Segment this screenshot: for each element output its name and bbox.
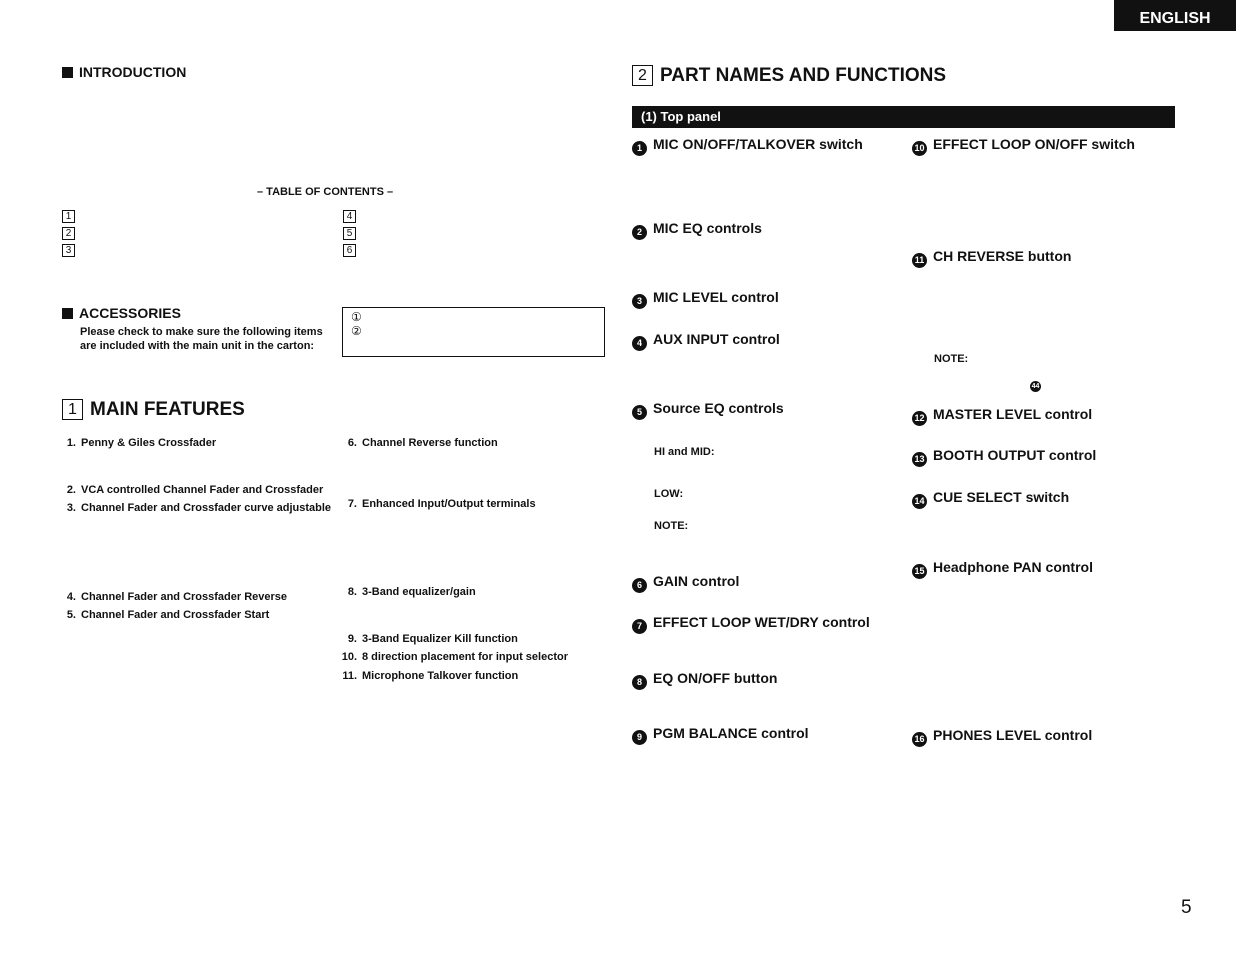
accessories-heading xyxy=(62,305,181,321)
feature-number: 4. xyxy=(66,591,76,603)
feature-text: Channel Fader and Crossfader curve adjustable xyxy=(81,502,332,514)
accessories-text-line-1: Please check to make sure the following items xyxy=(80,326,323,338)
feature-text: Enhanced Input/Output terminals xyxy=(362,498,536,510)
number-bullet-icon: 11 xyxy=(912,253,927,268)
source-eq-note-label: NOTE: xyxy=(654,520,689,532)
number-bullet-icon: 4 xyxy=(632,336,647,351)
feature-number: 5. xyxy=(66,609,76,621)
main-features-heading xyxy=(62,399,245,421)
accessory-mark-2: ② xyxy=(351,324,362,338)
part-label: Source EQ controls xyxy=(653,400,784,416)
number-bullet-icon: 2 xyxy=(632,225,647,240)
reference-bullet-icon: 44 xyxy=(1031,383,1040,390)
part-label: CH REVERSE button xyxy=(933,248,1072,264)
introduction-heading xyxy=(62,64,186,80)
toc-number-5: 5 xyxy=(343,227,356,240)
part-item xyxy=(912,406,1092,426)
square-bullet-icon xyxy=(62,67,73,78)
accessory-mark-1: ① xyxy=(351,310,362,324)
part-item xyxy=(632,614,870,634)
toc-number-4: 4 xyxy=(343,210,356,223)
feature-item xyxy=(338,498,536,510)
toc-number-3: 3 xyxy=(62,244,75,257)
part-label: MIC EQ controls xyxy=(653,220,762,236)
part-item xyxy=(632,573,739,593)
feature-item xyxy=(338,586,476,598)
source-eq-low-label: LOW: xyxy=(654,488,684,500)
feature-number: 3. xyxy=(66,502,76,514)
feature-number: 10. xyxy=(341,651,357,663)
top-panel-bar: (1) Top panel xyxy=(632,106,1175,128)
part-item xyxy=(912,727,1092,747)
part-item xyxy=(912,248,1071,268)
accessories-box xyxy=(342,307,605,357)
feature-text: Channel Fader and Crossfader Start xyxy=(81,609,270,621)
part-label: EQ ON/OFF button xyxy=(653,670,778,686)
part-item xyxy=(632,136,863,156)
section-number-box: 1 xyxy=(62,399,83,420)
feature-text: 8 direction placement for input selector xyxy=(362,651,568,663)
number-bullet-icon: 10 xyxy=(912,141,927,156)
number-bullet-icon: 3 xyxy=(632,294,647,309)
part-item xyxy=(912,447,1096,467)
accessories-title: ACCESSORIES xyxy=(79,305,181,321)
feature-number: 7. xyxy=(347,498,357,510)
feature-text: Microphone Talkover function xyxy=(362,670,519,682)
part-item xyxy=(632,289,779,309)
feature-number: 1. xyxy=(66,437,76,449)
ch-reverse-note-label: NOTE: xyxy=(934,353,969,365)
number-bullet-icon: 8 xyxy=(632,675,647,690)
feature-item xyxy=(62,609,269,621)
feature-text: 3-Band Equalizer Kill function xyxy=(362,633,518,645)
part-item xyxy=(632,220,762,240)
part-label: CUE SELECT switch xyxy=(933,489,1070,505)
part-label: EFFECT LOOP WET/DRY control xyxy=(653,614,870,630)
feature-item xyxy=(338,437,498,449)
part-label: EFFECT LOOP ON/OFF switch xyxy=(933,136,1135,152)
feature-item xyxy=(62,591,287,603)
part-item xyxy=(632,331,780,351)
feature-number: 2. xyxy=(66,484,76,496)
introduction-title: INTRODUCTION xyxy=(79,64,187,80)
source-eq-hi-mid-label: HI and MID: xyxy=(654,446,715,458)
accessories-text-line-2: are included with the main unit in the carton: xyxy=(80,340,315,352)
number-bullet-icon: 6 xyxy=(632,578,647,593)
feature-item xyxy=(62,437,216,449)
feature-item xyxy=(338,633,518,645)
feature-item xyxy=(62,484,323,496)
feature-text: Channel Fader and Crossfader Reverse xyxy=(81,591,288,603)
feature-item xyxy=(338,670,518,682)
number-bullet-icon: 13 xyxy=(912,452,927,467)
toc-title: – TABLE OF CONTENTS – xyxy=(257,186,394,198)
language-tab: ENGLISH xyxy=(1114,0,1236,31)
part-names-heading xyxy=(632,65,946,87)
number-bullet-icon: 1 xyxy=(632,141,647,156)
number-bullet-icon: 7 xyxy=(632,619,647,634)
part-label: PHONES LEVEL control xyxy=(933,727,1093,743)
number-bullet-icon: 5 xyxy=(632,405,647,420)
feature-number: 11. xyxy=(342,670,357,682)
page-number: 5 xyxy=(1181,897,1192,918)
toc-number-2: 2 xyxy=(62,227,75,240)
part-names-title: PART NAMES AND FUNCTIONS xyxy=(660,65,947,86)
part-label: BOOTH OUTPUT control xyxy=(933,447,1097,463)
part-label: Headphone PAN control xyxy=(933,559,1093,575)
part-item xyxy=(632,725,809,745)
part-item xyxy=(912,136,1135,156)
feature-item xyxy=(62,502,331,514)
feature-number: 6. xyxy=(347,437,357,449)
part-item xyxy=(632,400,784,420)
number-bullet-icon: 14 xyxy=(912,494,927,509)
part-label: AUX INPUT control xyxy=(653,331,780,347)
feature-text: Penny & Giles Crossfader xyxy=(81,437,217,449)
number-bullet-icon: 15 xyxy=(912,564,927,579)
section-number-box: 2 xyxy=(632,65,653,86)
part-item xyxy=(912,489,1069,509)
main-features-title: MAIN FEATURES xyxy=(90,399,245,420)
feature-text: Channel Reverse function xyxy=(362,437,498,449)
part-label: MASTER LEVEL control xyxy=(933,406,1093,422)
feature-number: 9. xyxy=(347,633,357,645)
toc-number-6: 6 xyxy=(343,244,356,257)
toc-number-1: 1 xyxy=(62,210,75,223)
feature-item xyxy=(338,651,568,663)
feature-text: VCA controlled Channel Fader and Crossfader xyxy=(81,484,324,496)
part-label: MIC ON/OFF/TALKOVER switch xyxy=(653,136,863,152)
part-label: PGM BALANCE control xyxy=(653,725,809,741)
number-bullet-icon: 12 xyxy=(912,411,927,426)
feature-number: 8. xyxy=(347,586,357,598)
part-label: GAIN control xyxy=(653,573,740,589)
number-bullet-icon: 16 xyxy=(912,732,927,747)
number-bullet-icon: 9 xyxy=(632,730,647,745)
part-item xyxy=(912,559,1093,579)
square-bullet-icon xyxy=(62,308,73,319)
feature-text: 3-Band equalizer/gain xyxy=(362,586,476,598)
part-label: MIC LEVEL control xyxy=(653,289,779,305)
part-item xyxy=(632,670,777,690)
